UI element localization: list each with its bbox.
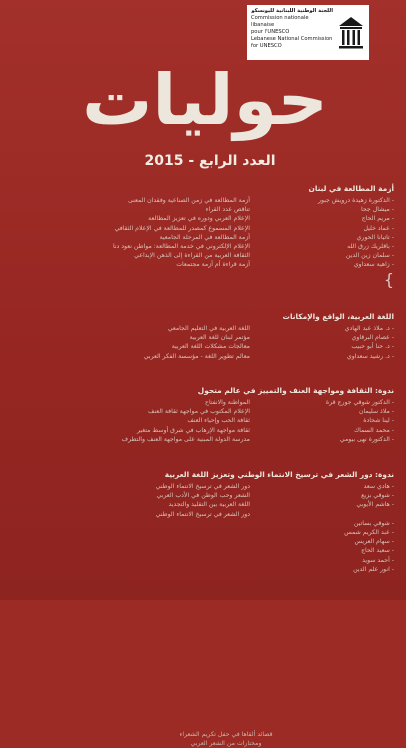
topic-title: معالجات مشكلات اللغة العربية [171,343,250,351]
topic-list [6,398,254,444]
author-name: - أحمد سويد [254,556,394,565]
author-name: - هادي سعد [254,482,394,491]
section-title: ندوة: الثقافة ومواجهة العنف والتمييز في عالم متحول [197,386,394,395]
closing-line: ومختارات من الشعر العربي [190,740,262,748]
topic-list [6,196,254,270]
toc-section [6,312,394,361]
closing-line: قصائد ألقاها في حفل تكريم الشعراء [179,731,273,738]
author-list [254,324,394,361]
author-name: - انور علم الدين [254,565,394,574]
topic-title: اللغة العربية في التعليم الجامعي [167,325,250,332]
author-name: - سلمان زين الدين [254,251,394,260]
logo-text [251,8,333,57]
author-spacer [254,510,394,519]
author-name: - ملاذ سليمان [254,407,394,416]
topic-title: معالم تطوير اللغة - مؤسسة الفكر العربي [143,352,250,360]
author-name: - الدكتورة نهى بيومي [254,435,394,444]
author-name: - د. رشيد سعداوي [254,352,394,361]
topic-title: الإعلام المكتوب في مواجهة ثقافة العنف [148,408,250,416]
author-name: - د. حنا أبو حبيب [254,342,394,351]
topic-list [6,482,254,574]
topic-title: ثقافة الحب وإحياء العنف [187,417,250,425]
author-name: - عبد الكريم شمس [254,528,394,537]
unesco-commission-logo [247,5,369,60]
topic-title: مؤتمر لبنان للغة العربية [189,334,250,342]
unesco-temple-icon [336,8,366,57]
author-name: - الدكتور شوقي جورج قرة [254,398,394,407]
table-of-contents [6,176,394,748]
logo-line: Lebanese National Commission [251,36,333,42]
section-title: ندوة: دور الشعر في ترسيخ الانتماء الوطني وتعزيز اللغة العربية [164,470,394,479]
logo-arabic-name: اللجنة الوطنية اللبنانية لليونسكو [251,8,333,14]
toc-section [6,470,394,574]
author-list [254,482,394,574]
topic-title: الإعلام المسموع كمصدر للمطالعة في الإعلام الثقافي [114,224,250,232]
author-name: - سهام العريس [254,537,394,546]
topic-title: دور الشعر في ترسيخ الانتماء الوطني [155,510,250,518]
author-name: - مريم الحاج [254,214,394,223]
author-name: - شوقي بساتين [254,519,394,528]
author-name: - لينا شحادة [254,416,394,425]
author-name: - شوقي بزيع [254,491,394,500]
journal-title: حوليات [82,59,328,141]
section-title: اللغة العربية، الواقع والإمكانات [282,312,394,321]
topic-title: اللغة العربية بين التقليد والتجديد [168,501,250,509]
topic-title: الشعر وحب الوطن في الأدب العربي [156,492,250,500]
toc-section: أزمة المطالعة في لبنان - الدكتورة زهيدة درويش جبور - ميشال جحا - مريم الحاج - عماد خليل - تاتيانا الحوري - باقلريك زرق الله - سلمان زين الدين - زاهية سعداوي أزمة المطالعة في زمن الصناعية وفقدان المعنى تناقص عدد القراء الإعلام العربي ودوره في تعزيز المطالعة الإعلام المسموع كمصدر للمطالعة في الإعلام الثقافي أزمة المطالعة في المرحلة الجامعية الإعلام الإلكتروني في خدمة المطالعة: مواطن نعود دنا الثقافة العربية من القراءة إلى الذهن الإبداعي أزمة قراءة أم أزمة مجتمعات } اللغة العربية، الواقع والإمكانات - د. ملاذ عبد الهادي - عصام البرقاوي - د. حنا أبو حبيب - د. رشيد سعداوي اللغة العربية في التعليم الجامعي مؤتمر لبنان للغة العربية معالجات مشكلات اللغة العربية معالم تطوير اللغة - مؤسسة الفكر العربي ندوة: الثقافة ومواجهة العنف والتمييز في عالم متحول - الدكتور شوقي جورج قرة - ملاذ سليمان - لينا شحادة - محمد السماك - الدكتورة نهى بيومي المواطنة والانفتاح الإعلام المكتوب في مواجهة ثقافة العنف ثقافة الحب وإحياء العنف ثقافة مواجهة الإرهاب في شرق أوسط متغير مدرسة الدولة المبنية على مواجهة العنف والتطرف ندوة: دور الشعر في ترسيخ الانتماء الوطني وتعزيز اللغة العربية - هادي سعد - شوقي بزيع - هاشم الأيوبي - شوقي بساتين - عبد الكريم شمس - سهام العريس - سعيد الحاج - أحمد سويد - انور علم الدين دور الشعر في ترسيخ الانتماء الوطني الشعر وحب الوطن في الأدب العربي اللغة العربية بين التقليد والتجديد دور الشعر في ترسيخ الانتماء الوطني [6,184,394,289]
author-list [254,398,394,444]
topic-title: مدرسة الدولة المبنية على مواجهة العنف والتطرف [121,435,250,443]
topic-title: أزمة المطالعة في زمن الصناعية وفقدان المعنى [128,197,250,204]
topic-title: أزمة قراءة أم أزمة مجتمعات [176,261,250,269]
topic-title: المواطنة والانفتاح [204,399,250,406]
author-name: - عصام البرقاوي [254,333,394,342]
topic-list [6,324,254,361]
closing-note [126,730,326,748]
topic-title: الإعلام العربي ودوره في تعزيز المطالعة [148,215,250,223]
section-title: أزمة المطالعة في لبنان [308,184,394,193]
author-name: - هاشم الأيوبي [254,500,394,509]
author-list [254,196,394,270]
author-name: - ميشال جحا [254,205,394,214]
topic-title: الإعلام الإلكتروني في خدمة المطالعة: مواطن نعود دنا [112,243,250,251]
author-name: - الدكتورة زهيدة درويش جبور [254,196,394,205]
topic-title: أزمة المطالعة في المرحلة الجامعية [159,233,250,241]
issue-number: العدد الرابع - 2015 [144,153,276,169]
author-name: - زاهية سعداوي [254,260,394,269]
topic-title: دور الشعر في ترسيخ الانتماء الوطني [155,483,250,490]
topic-title: الثقافة العربية من القراءة إلى الذهن الإبداعي [134,252,250,260]
author-name: - عماد خليل [254,224,394,233]
logo-line: pour l'UNESCO [251,29,290,35]
topic-title: ثقافة مواجهة الإرهاب في شرق أوسط متغير [137,426,250,434]
logo-line: for UNESCO [251,43,282,49]
toc-section [6,386,394,444]
author-name: - سعيد الحاج [254,546,394,555]
author-name: - د. ملاذ عبد الهادي [254,324,394,333]
topic-title: تناقص عدد القراء [205,206,250,214]
author-name: - تاتيانا الحوري [254,233,394,242]
logo-line: Commission nationale libanaise [251,15,309,28]
author-name: - محمد السماك [254,426,394,435]
author-name: - باقلريك زرق الله [254,242,394,251]
